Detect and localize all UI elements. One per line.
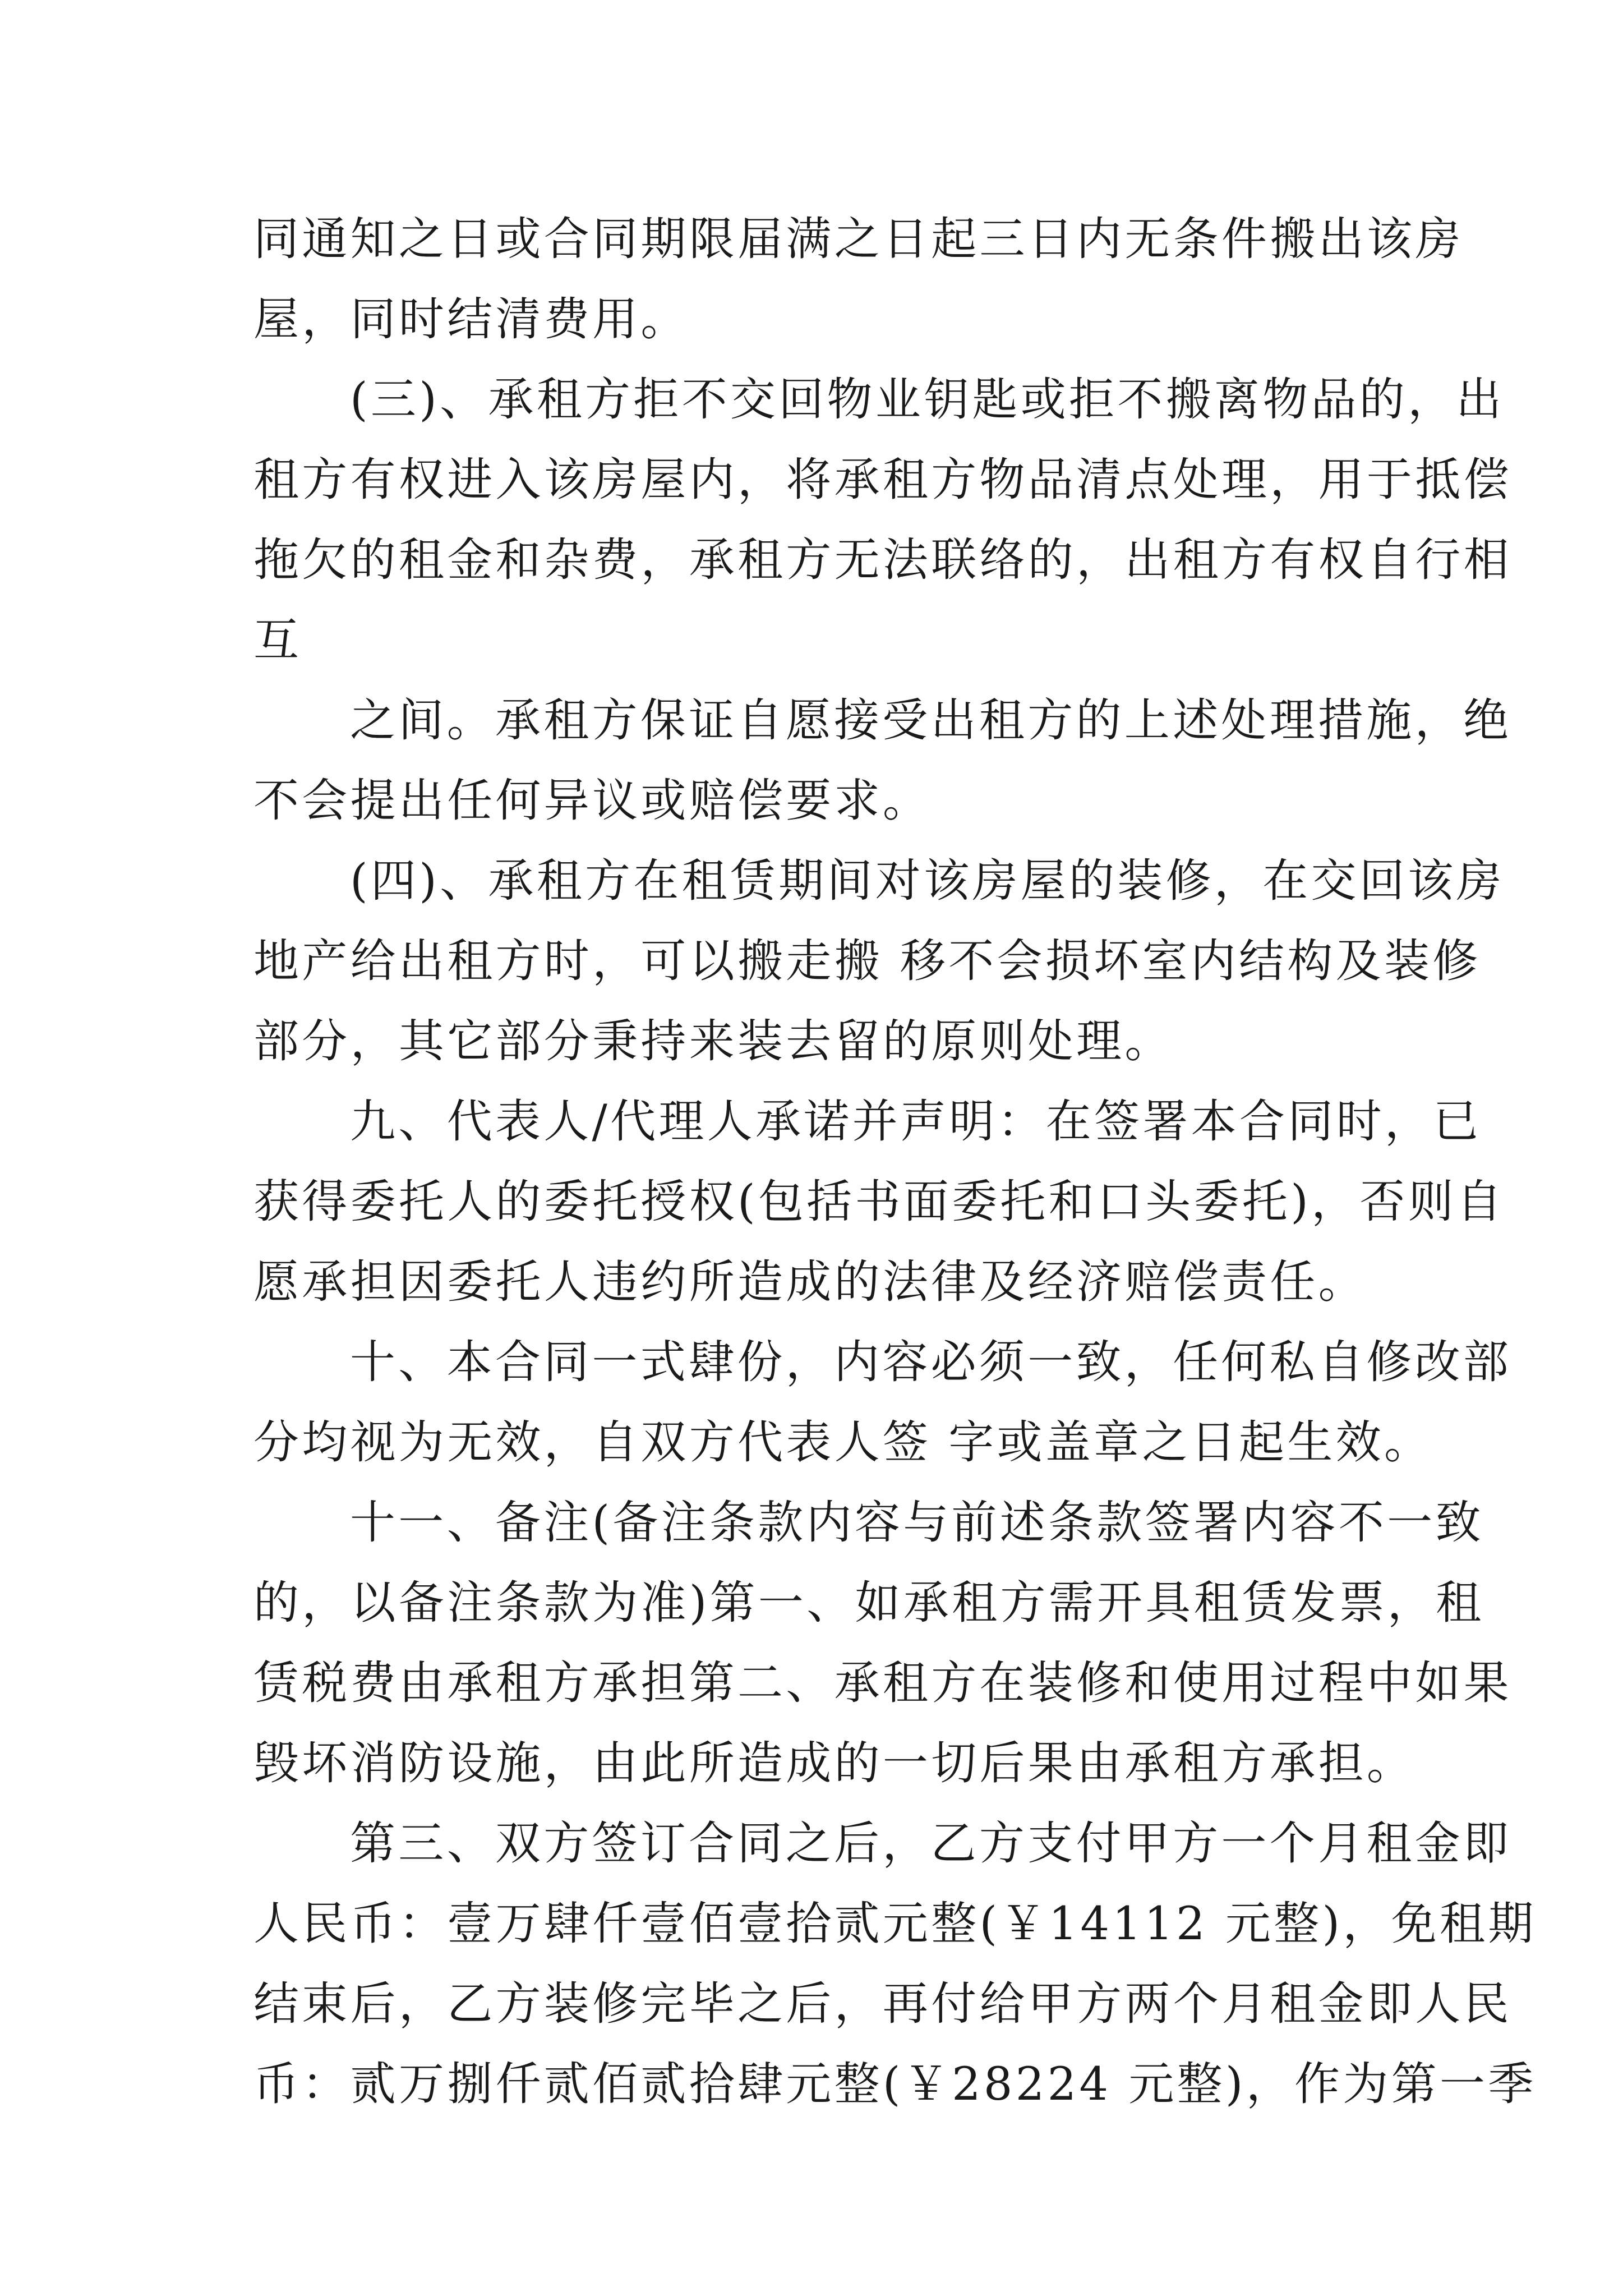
text-line: 币：贰万捌仟贰佰贰拾肆元整(￥28224 元整)，作为第一季 (253, 2058, 1537, 2111)
text-line: 部分，其它部分秉持来装去留的原则处理。 (253, 1015, 1173, 1068)
contract-page (253, 213, 1537, 2138)
text-line: 之间。承租方保证自愿接受出租方的上述处理措施，绝 (350, 694, 1512, 747)
text-line: 十一、备注(备注条款内容与前述条款签署内容不一致 (350, 1497, 1484, 1549)
text-line: 第三、双方签订合同之后，乙方支付甲方一个月租金即 (350, 1818, 1512, 1870)
text-line: 九、代表人/代理人承诺并声明：在签署本合同时，已 (350, 1096, 1482, 1148)
text-line: 人民币：壹万肆仟壹佰壹拾贰元整(￥14112 元整)，免租期 (253, 1898, 1537, 1950)
text-line: 租方有权进入该房屋内，将承租方物品清点处理，用于抵偿 (253, 454, 1512, 507)
text-line: (三)、承租方拒不交回物业钥匙或拒不搬离物品的，出 (350, 374, 1505, 426)
text-line: 十、本合同一式肆份，内容必须一致，任何私自修改部 (350, 1336, 1512, 1389)
text-line: 同通知之日或合同期限届满之日起三日内无条件搬出该房 (253, 213, 1464, 266)
text-line: 的，以备注条款为准)第一、如承租方需开具租赁发票，租 (253, 1577, 1484, 1630)
text-line: 毁坏消防设施，由此所造成的一切后果由承租方承担。 (253, 1737, 1415, 1790)
text-line: 互 (253, 614, 302, 667)
text-line: 赁税费由承租方承担第二、承租方在装修和使用过程中如果 (253, 1657, 1512, 1710)
text-line: 愿承担因委托人违约所造成的法律及经济赔偿责任。 (253, 1256, 1367, 1309)
text-line: 地产给出租方时，可以搬走搬 移不会损坏室内结构及装修 (253, 935, 1481, 988)
text-line: 屋，同时结清费用。 (253, 293, 689, 346)
text-line: (四)、承租方在租赁期间对该房屋的装修，在交回该房 (350, 855, 1505, 908)
text-line: 结束后，乙方装修完毕之后，再付给甲方两个月租金即人民 (253, 1978, 1512, 2031)
text-line: 获得委托人的委托授权(包括书面委托和口头委托)，否则自 (253, 1176, 1505, 1228)
text-line: 不会提出任何异议或赔偿要求。 (253, 775, 932, 827)
text-line: 拖欠的租金和杂费，承租方无法联络的，出租方有权自行相 (253, 534, 1512, 587)
text-line: 分均视为无效，自双方代表人签 字或盖章之日起生效。 (253, 1416, 1433, 1469)
